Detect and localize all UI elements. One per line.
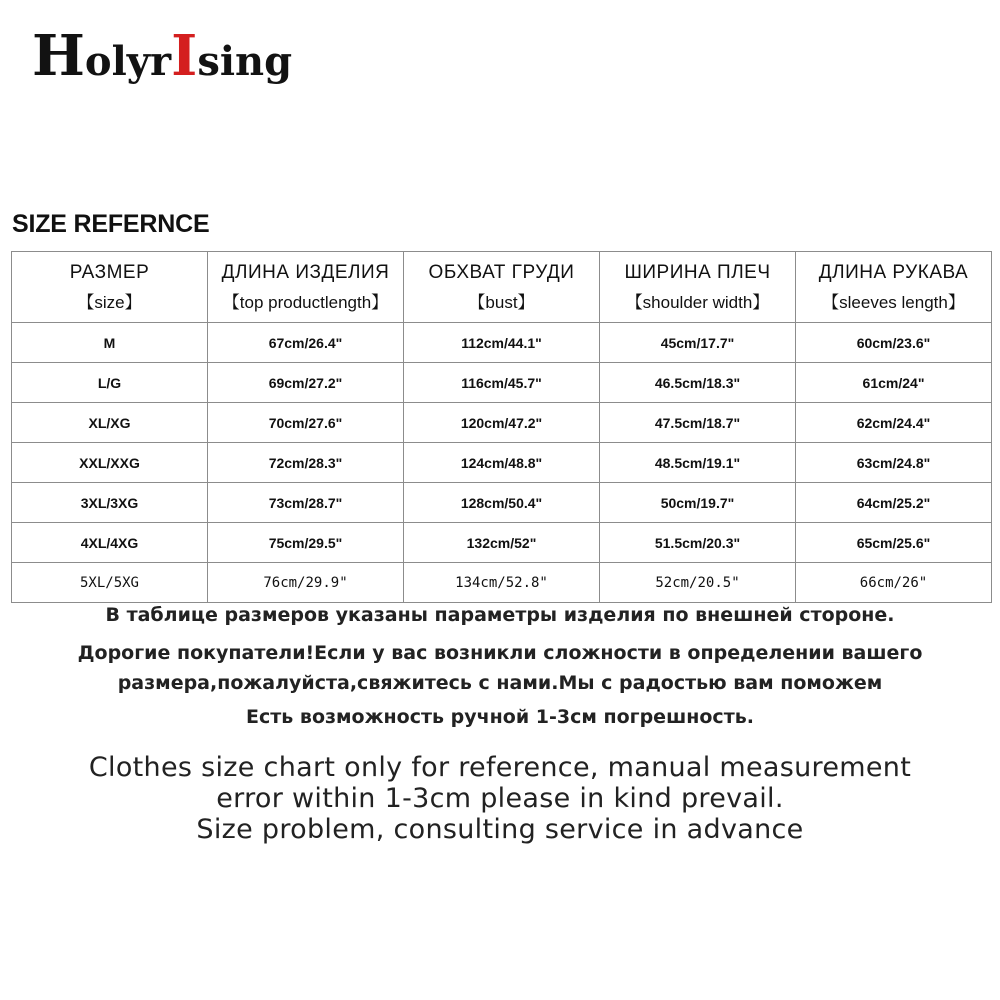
cell-bust: 112cm/44.1" — [404, 323, 600, 363]
header-label-en: 【shoulder width】 — [625, 292, 770, 312]
cell-bust: 116cm/45.7" — [404, 363, 600, 403]
header-label-en: 【size】 — [77, 292, 142, 312]
cell-length: 67cm/26.4" — [208, 323, 404, 363]
cell-length: 76cm/29.9" — [208, 563, 404, 603]
cell-sleeve: 62cm/24.4" — [796, 403, 992, 443]
logo-accent-letter: I — [171, 23, 198, 89]
logo-text-part2: sing — [197, 38, 293, 85]
cell-sleeve: 65cm/25.6" — [796, 523, 992, 563]
cell-bust: 120cm/47.2" — [404, 403, 600, 443]
cell-sleeve: 66cm/26" — [796, 563, 992, 603]
cell-shoulder: 51.5cm/20.3" — [600, 523, 796, 563]
cell-sleeve: 60cm/23.6" — [796, 323, 992, 363]
cell-size: 4XL/4XG — [12, 523, 208, 563]
header-sleeve — [796, 252, 992, 323]
cell-length: 70cm/27.6" — [208, 403, 404, 443]
header-label-ru: ДЛИНА ИЗДЕЛИЯ — [221, 261, 390, 283]
cell-bust: 132cm/52" — [404, 523, 600, 563]
cell-size: XXL/XXG — [12, 443, 208, 483]
header-bust — [404, 252, 600, 323]
cell-shoulder: 45cm/17.7" — [600, 323, 796, 363]
table-row — [12, 363, 992, 403]
note-ru-line-4: Есть возможность ручной 1-3см погрешность. — [246, 706, 754, 728]
logo-text-part1: olyr — [84, 38, 172, 85]
cell-size: L/G — [12, 363, 208, 403]
cell-bust: 128cm/50.4" — [404, 483, 600, 523]
header-label-en: 【top productlength】 — [222, 292, 389, 312]
brand-logo — [32, 23, 412, 90]
cell-sleeve: 64cm/25.2" — [796, 483, 992, 523]
cell-length: 72cm/28.3" — [208, 443, 404, 483]
table-row — [12, 563, 992, 603]
header-label-ru: ДЛИНА РУКАВА — [818, 261, 969, 283]
cell-shoulder: 50cm/19.7" — [600, 483, 796, 523]
header-size — [12, 252, 208, 323]
cell-sleeve: 61cm/24" — [796, 363, 992, 403]
cell-shoulder: 47.5cm/18.7" — [600, 403, 796, 443]
note-ru-line-2: Дорогие покупатели!Если у вас возникли сложности в определении вашего — [77, 642, 923, 664]
cell-length: 69cm/27.2" — [208, 363, 404, 403]
logo-first-letter: H — [32, 23, 85, 89]
cell-size: M — [12, 323, 208, 363]
cell-bust: 134cm/52.8" — [404, 563, 600, 603]
cell-shoulder: 52cm/20.5" — [600, 563, 796, 603]
cell-length: 73cm/28.7" — [208, 483, 404, 523]
cell-sleeve: 63cm/24.8" — [796, 443, 992, 483]
note-en-line-3: Size problem, consulting service in advance — [196, 814, 804, 845]
header-label-ru: ШИРИНА ПЛЕЧ — [624, 261, 771, 283]
note-ru-line-1: В таблице размеров указаны параметры изделия по внешней стороне. — [105, 604, 895, 626]
table-row — [12, 483, 992, 523]
cell-shoulder: 46.5cm/18.3" — [600, 363, 796, 403]
header-label-ru: РАЗМЕР — [69, 261, 150, 283]
note-en-line-1: Clothes size chart only for reference, manual measurement — [88, 752, 912, 783]
note-ru-line-3: размера,пожалуйста,свяжитесь с нами.Мы с радостью вам поможем — [117, 672, 883, 694]
section-title: SIZE REFERNCE — [12, 210, 210, 238]
header-label-ru: ОБХВАТ ГРУДИ — [428, 261, 575, 283]
cell-shoulder: 48.5cm/19.1" — [600, 443, 796, 483]
note-en-line-2: error within 1-3cm please in kind prevail. — [216, 783, 784, 814]
header-shoulder — [600, 252, 796, 323]
table-row — [12, 323, 992, 363]
cell-bust: 124cm/48.8" — [404, 443, 600, 483]
header-label-en: 【bust】 — [468, 292, 535, 312]
table-row — [12, 403, 992, 443]
cell-length: 75cm/29.5" — [208, 523, 404, 563]
cell-size: XL/XG — [12, 403, 208, 443]
size-table — [11, 251, 992, 603]
table-header-row — [12, 252, 992, 323]
header-length — [208, 252, 404, 323]
table-row — [12, 443, 992, 483]
cell-size: 5XL/5XG — [12, 563, 208, 603]
header-label-en: 【sleeves length】 — [822, 292, 965, 312]
table-row — [12, 523, 992, 563]
cell-size: 3XL/3XG — [12, 483, 208, 523]
